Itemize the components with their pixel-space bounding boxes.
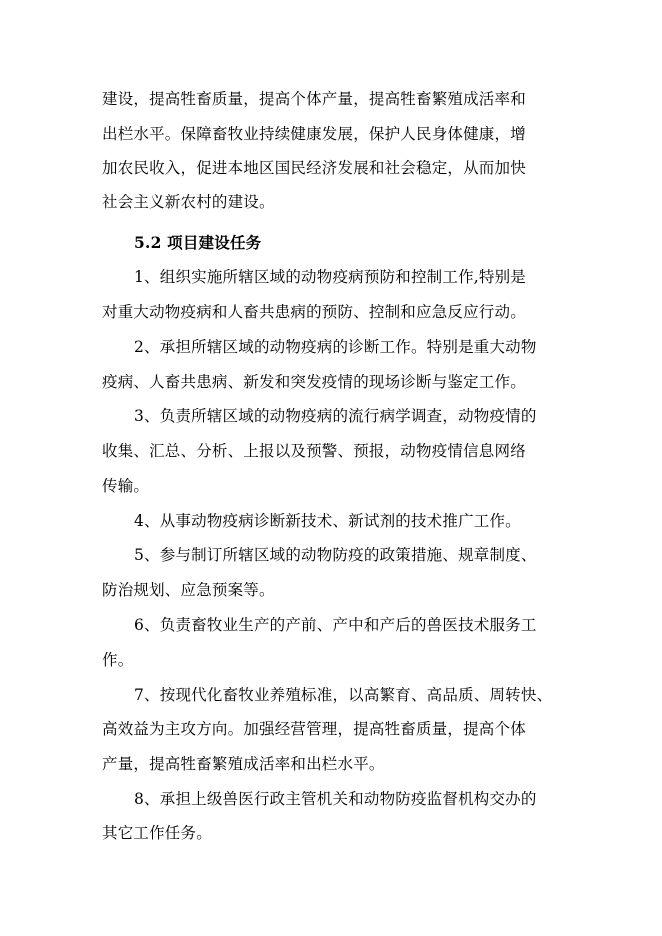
section-heading: 5.2 项目建设任务: [134, 233, 262, 252]
intro-line-4: 社会主义新农村的建设。: [102, 193, 275, 211]
task-line-10: 防治规划、应急预案等。: [102, 581, 275, 599]
task-line-13: 7、按现代化畜牧业养殖标准，以高繁育、高品质、周转快、: [134, 686, 553, 704]
task-line-9: 5、参与制订所辖区域的动物防疫的政策措施、规章制度、: [134, 546, 537, 564]
task-line-16: 8、承担上级兽医行政主管机关和动物防疫监督机构交办的: [134, 790, 537, 808]
task-line-17: 其它工作任务。: [102, 824, 212, 842]
task-line-6: 收集、汇总、分析、上报以及预警、预报，动物疫情信息网络: [102, 442, 526, 460]
task-line-5: 3、负责所辖区域的动物疫病的流行病学调查，动物疫情的: [134, 407, 537, 425]
task-line-1: 1、组织实施所辖区域的动物疫病预防和控制工作,特别是: [134, 268, 526, 286]
task-line-15: 产量，提高牲畜繁殖成活率和出栏水平。: [102, 755, 385, 773]
task-line-4: 疫病、人畜共患病、新发和突发疫情的现场诊断与鉴定工作。: [102, 373, 526, 391]
intro-line-2: 出栏水平。保障畜牧业持续健康发展，保护人民身体健康，增: [102, 125, 526, 143]
task-line-2: 对重大动物疫病和人畜共患病的预防、控制和应急反应行动。: [102, 303, 526, 321]
task-line-3: 2、承担所辖区域的动物疫病的诊断工作。特别是重大动物: [134, 338, 537, 356]
task-line-11: 6、负责畜牧业生产的产前、产中和产后的兽医技术服务工: [134, 616, 537, 634]
task-line-14: 高效益为主攻方向。加强经营管理，提高牲畜质量，提高个体: [102, 720, 526, 738]
task-line-8: 4、从事动物疫病诊断新技术、新试剂的技术推广工作。: [134, 512, 521, 530]
task-line-7: 传输。: [102, 477, 150, 495]
intro-line-1: 建设，提高牲畜质量，提高个体产量，提高牲畜繁殖成活率和: [102, 90, 526, 108]
task-line-12: 作。: [102, 651, 134, 669]
intro-line-3: 加农民收入，促进本地区国民经济发展和社会稳定，从而加快: [102, 159, 526, 177]
